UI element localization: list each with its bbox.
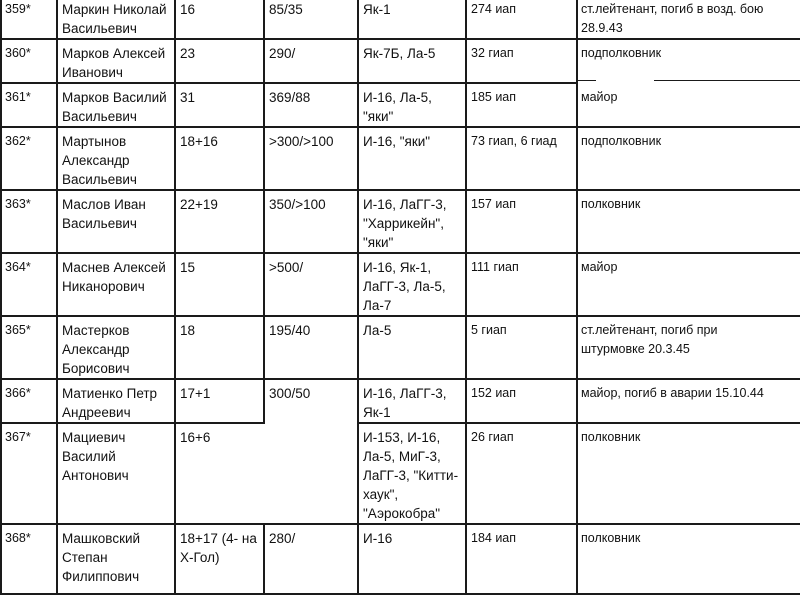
table-row: [1, 190, 800, 253]
row-number: 364*: [1, 253, 57, 316]
sorties: 18+17 (4- на Х-Гол): [175, 524, 264, 594]
aircraft: И-16, ЛаГГ-3, Як-1: [358, 379, 466, 423]
pilot-name: Марков Алексей Иванович: [57, 39, 175, 83]
pilot-name: Марков Василий Васильевич: [57, 83, 175, 127]
row-number: 360*: [1, 39, 57, 83]
sorties: 16+6: [175, 423, 264, 524]
note: майор, погиб в аварии 15.10.44: [577, 379, 800, 423]
victories: 369/88: [264, 83, 358, 127]
table-row: [1, 0, 800, 39]
aircraft: И-16, "яки": [358, 127, 466, 190]
row-number: 359*: [1, 0, 57, 39]
table-row: [1, 39, 800, 83]
aircraft: Ла-5: [358, 316, 466, 379]
unit: 5 гиап: [466, 316, 577, 379]
pilot-name: Маслов Иван Васильевич: [57, 190, 175, 253]
note: ст.лейтенант, погиб при штурмовке 20.3.45: [577, 316, 800, 379]
aircraft: Як-7Б, Ла-5: [358, 39, 466, 83]
row-number: 361*: [1, 83, 57, 127]
note: майор: [577, 83, 800, 127]
note: майор: [577, 253, 800, 316]
pilot-name: Мастерков Александр Борисович: [57, 316, 175, 379]
unit: 157 иап: [466, 190, 577, 253]
table-row: [1, 253, 800, 316]
sorties: 15: [175, 253, 264, 316]
sorties: 16: [175, 0, 264, 39]
victories: >500/: [264, 253, 358, 316]
unit: 111 гиап: [466, 253, 577, 316]
aircraft: И-16: [358, 524, 466, 594]
unit: 26 гиап: [466, 423, 577, 524]
aircraft: И-16, ЛаГГ-3, "Харрикейн", "яки": [358, 190, 466, 253]
pilot-name: Мартынов Александр Васильевич: [57, 127, 175, 190]
note: подполковник: [577, 39, 800, 83]
row-number: 365*: [1, 316, 57, 379]
sorties: 17+1: [175, 379, 264, 423]
unit: 184 иап: [466, 524, 577, 594]
pilot-name: Маркин Николай Васильевич: [57, 0, 175, 39]
unit: 274 иап: [466, 0, 577, 39]
table-row: [1, 316, 800, 379]
row-number: 367*: [1, 423, 57, 524]
note: полковник: [577, 190, 800, 253]
victories: >300/>100: [264, 127, 358, 190]
partial-divider: [654, 80, 800, 81]
unit: 32 гиап: [466, 39, 577, 83]
unit: 185 иап: [466, 83, 577, 127]
unit: 73 гиап, 6 гиад: [466, 127, 577, 190]
unit: 152 иап: [466, 379, 577, 423]
aircraft: И-16, Ла-5, "яки": [358, 83, 466, 127]
note: подполковник: [577, 127, 800, 190]
victories: 195/40: [264, 316, 358, 379]
row-number: 362*: [1, 127, 57, 190]
sorties: 31: [175, 83, 264, 127]
pilot-name: Машковский Степан Филиппович: [57, 524, 175, 594]
pilot-name: Маснев Алексей Никанорович: [57, 253, 175, 316]
table-row: [1, 423, 800, 524]
note: полковник: [577, 524, 800, 594]
pilot-name: Мациевич Василий Антонович: [57, 423, 175, 524]
aircraft: И-153, И-16, Ла-5, МиГ-3, ЛаГГ-3, "Китти- хаук", "Аэрокобра": [358, 423, 466, 524]
sorties: 18+16: [175, 127, 264, 190]
note: полковник: [577, 423, 800, 524]
pilot-name: Матиенко Петр Андреевич: [57, 379, 175, 423]
table-row: [1, 127, 800, 190]
sorties: 23: [175, 39, 264, 83]
aircraft: И-16, Як-1, ЛаГГ-3, Ла-5, Ла-7: [358, 253, 466, 316]
table-row: [1, 524, 800, 594]
row-number: 368*: [1, 524, 57, 594]
sorties: 18: [175, 316, 264, 379]
row-number: 366*: [1, 379, 57, 423]
victories: 290/: [264, 39, 358, 83]
partial-divider: [576, 80, 596, 81]
victories: 280/: [264, 524, 358, 594]
sorties: 22+19: [175, 190, 264, 253]
note: ст.лейтенант, погиб в возд. бою 28.9.43: [577, 0, 800, 39]
victories: 300/50: [264, 379, 358, 423]
table-row: [1, 379, 800, 423]
victories: [264, 423, 358, 524]
table-row: [1, 83, 800, 127]
aircraft: Як-1: [358, 0, 466, 39]
victories: 85/35: [264, 0, 358, 39]
victories: 350/>100: [264, 190, 358, 253]
row-number: 363*: [1, 190, 57, 253]
